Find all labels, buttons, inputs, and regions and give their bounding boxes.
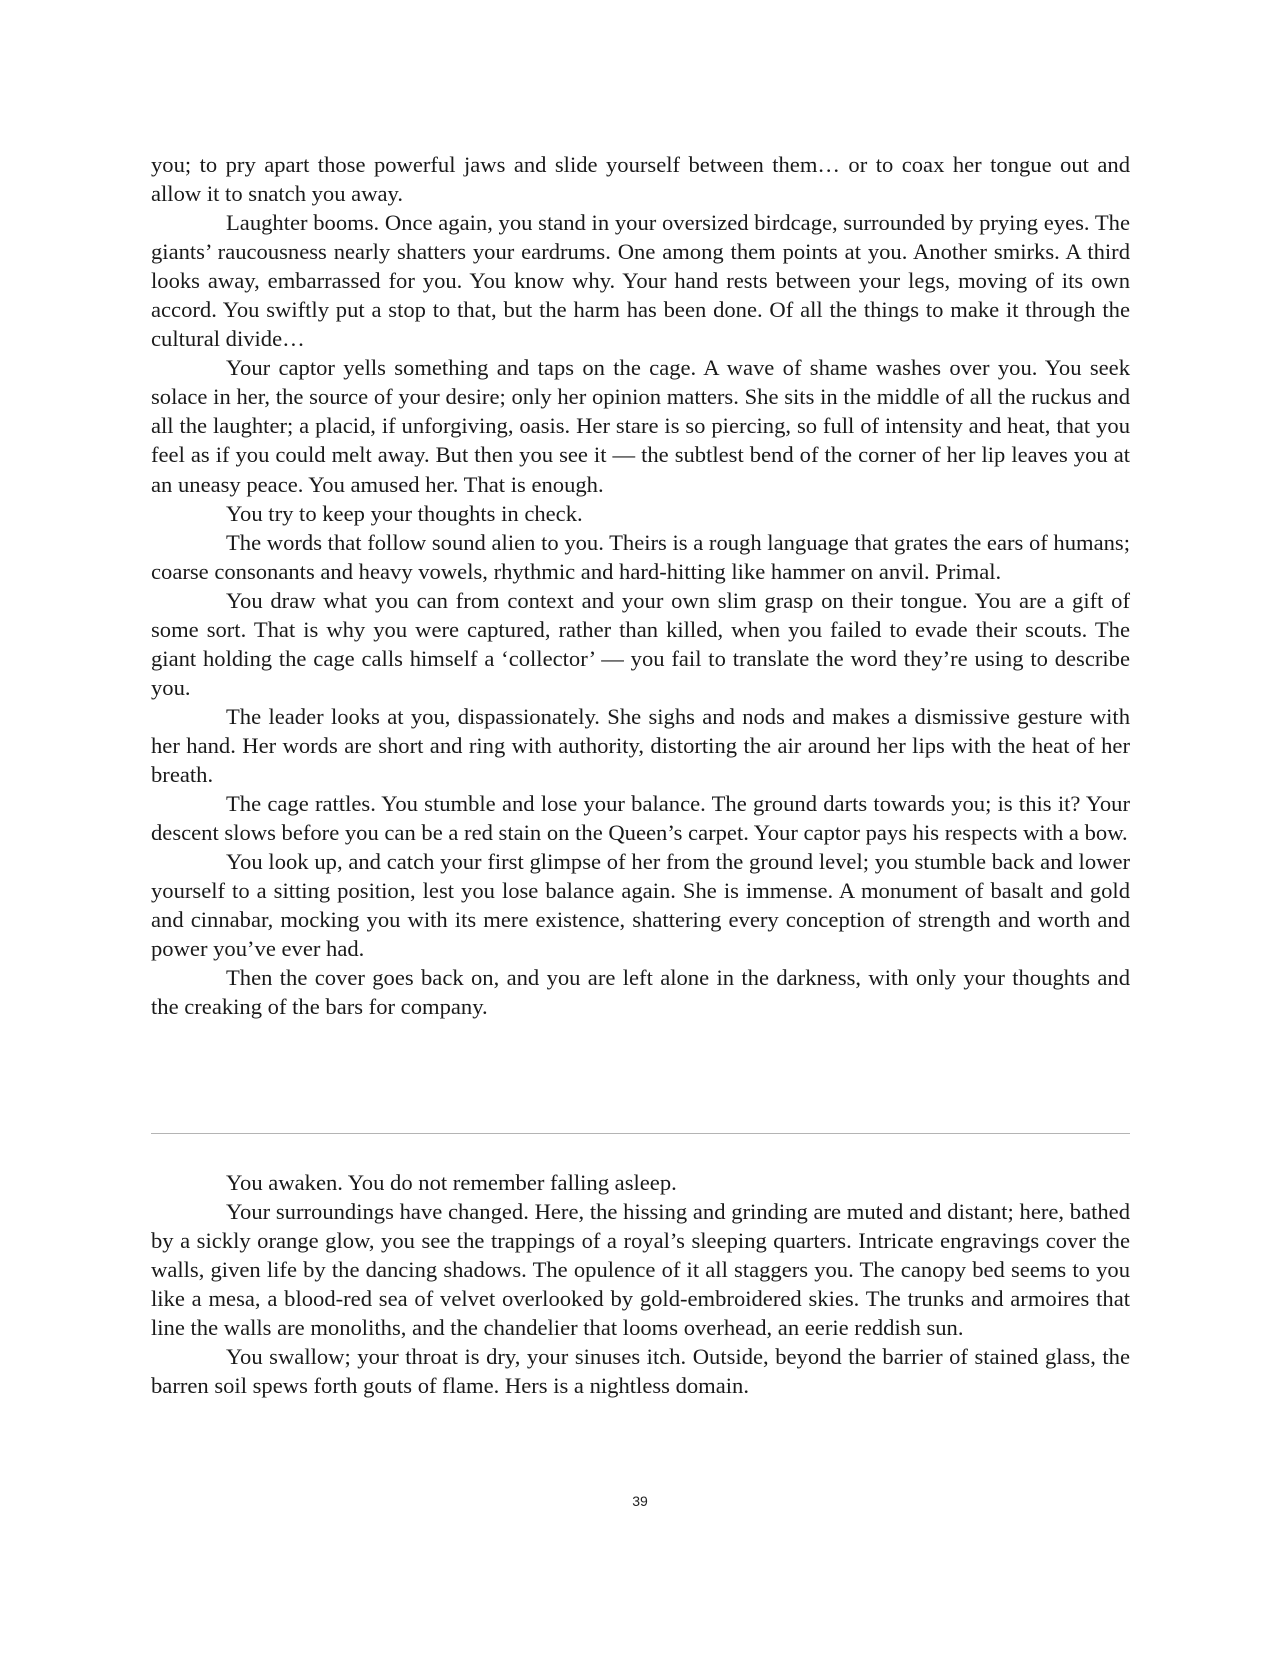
paragraph: Laughter booms. Once again, you stand in your oversized birdcage, surrounded by prying eyes. The giants’ raucousness nearly shatters your eardrums. One among them points at you. Another smirks. A third looks away, embarrassed for you. You know why. Your hand rests between your legs, moving of its own accord. You swiftly put a stop to that, but the harm has been done. Of all the things to make it through the cultural divide… xyxy=(151,210,1130,352)
paragraph: Your captor yells something and taps on the cage. A wave of shame washes over you. You seek solace in her, the source of your desire; only her opinion matters. She sits in the middle of all the ruckus and all the laughter; a placid, if unforgiving, oasis. Her stare is so piercing, so full of intensity and heat, that you feel as if you could melt away. But then you see it — the subtlest bend of the corner of her lip leaves you at an uneasy peace. You amused her. That is enough. xyxy=(151,355,1130,497)
paragraph: You swallow; your throat is dry, your sinuses itch. Outside, beyond the barrier of stained glass, the barren soil spews forth gouts of flame. Hers is a nightless domain. xyxy=(151,1344,1130,1399)
paragraph: The leader looks at you, dispassionately. She sighs and nods and makes a dismissive gesture with her hand. Her words are short and ring with authority, distorting the air around her lips with the heat of her breath. xyxy=(151,703,1130,787)
paragraph: You look up, and catch your first glimpse of her from the ground level; you stumble back and lower yourself to a sitting position, lest you lose balance again. She is immense. A monument of basalt and gold and cinnabar, mocking you with its mere existence, shattering every conception of strength and worth and power you’ve ever had. xyxy=(151,849,1130,962)
section-two-text xyxy=(151,1168,1130,1400)
paragraph: You try to keep your thoughts in check. xyxy=(226,500,583,526)
section-divider xyxy=(151,1133,1130,1134)
paragraph: Your surroundings have changed. Here, the hissing and grinding are muted and distant; here, bathed by a sickly orange glow, you see the trappings of a royal’s sleeping quarters. Intricate engravings cover the walls, given life by the dancing shadows. The opulence of it all staggers you. The canopy bed seems to you like a mesa, a blood-red sea of velvet overlooked by gold-embroidered skies. The trunks and armoires that line the walls are monoliths, and the chandelier that looms overhead, an eerie reddish sun. xyxy=(151,1199,1130,1341)
paragraph: you; to pry apart those powerful jaws and slide yourself between them… or to coax her tongue out and allow it to snatch you away. xyxy=(151,152,1130,207)
paragraph: You awaken. You do not remember falling asleep. xyxy=(226,1170,677,1195)
page-number: 39 xyxy=(632,1493,648,1509)
paragraph: The cage rattles. You stumble and lose your balance. The ground darts towards you; is this it? Your descent slows before you can be a red stain on the Queen’s carpet. Your captor pays his respects with a bow. xyxy=(151,791,1130,846)
paragraph: The words that follow sound alien to you. Theirs is a rough language that grates the ears of humans; coarse consonants and heavy vowels, rhythmic and hard-hitting like hammer on anvil. Primal. xyxy=(151,529,1130,584)
section-one-text xyxy=(151,150,1130,1021)
paragraph: Then the cover goes back on, and you are left alone in the darkness, with only your thoughts and the creaking of the bars for company. xyxy=(151,965,1130,1020)
paragraph: You draw what you can from context and your own slim grasp on their tongue. You are a gift of some sort. That is why you were captured, rather than killed, when you failed to evade their scouts. The giant holding the cage calls himself a ‘collector’ — you fail to translate the word they’re using to describe you. xyxy=(151,587,1130,700)
